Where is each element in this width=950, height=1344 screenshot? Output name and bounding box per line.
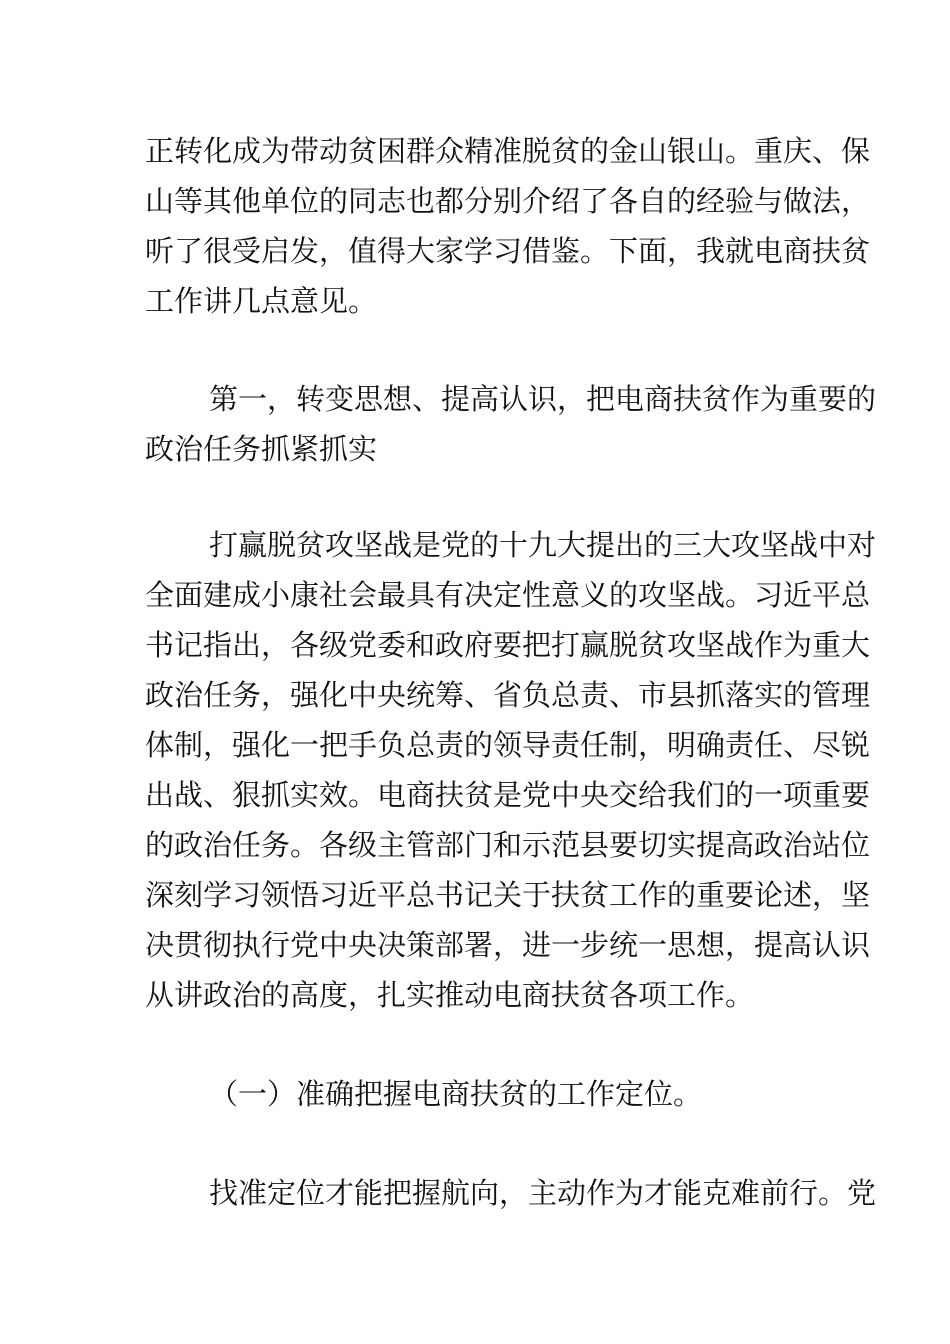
text-line: 听了很受启发，值得大家学习借鉴。下面，我就电商扶贫 <box>145 234 871 268</box>
text-line: 出战、狠抓实效。电商扶贫是党中央交给我们的一项重要 <box>145 778 871 812</box>
subheading-line: （一）准确把握电商扶贫的工作定位。 <box>209 1077 703 1111</box>
body-paragraph <box>145 520 877 1020</box>
sub-heading <box>145 1069 810 1119</box>
text-line: 全面建成小康社会最具有决定性意义的攻坚战。习近平总 <box>145 578 871 612</box>
text-line: 政治任务，强化中央统筹、省负总责、市县抓落实的管理 <box>145 678 871 712</box>
text-line: 的政治任务。各级主管部门和示范县要切实提高政治站位 <box>145 828 871 862</box>
text-line: 山等其他单位的同志也都分别介绍了各自的经验与做法， <box>145 184 871 218</box>
heading-line: 第一，转变思想、提高认识，把电商扶贫作为重要的 <box>209 382 877 416</box>
text-line: 从讲政治的高度，扎实推动电商扶贫各项工作。 <box>145 978 755 1012</box>
body-paragraph <box>145 126 871 326</box>
text-line: 找准定位才能把握航向，主动作为才能克难前行。党 <box>209 1176 877 1210</box>
text-line: 深刻学习领悟习近平总书记关于扶贫工作的重要论述，坚 <box>145 878 871 912</box>
section-heading <box>145 374 877 474</box>
text-line: 体制，强化一把手负总责的领导责任制，明确责任、尽锐 <box>145 728 871 762</box>
text-line: 正转化成为带动贫困群众精准脱贫的金山银山。重庆、保 <box>145 134 871 168</box>
heading-line: 政治任务抓紧抓实 <box>145 432 378 466</box>
text-line: 书记指出，各级党委和政府要把打赢脱贫攻坚战作为重大 <box>145 628 871 662</box>
body-paragraph <box>145 1168 877 1218</box>
text-line: 打赢脱贫攻坚战是党的十九大提出的三大攻坚战中对 <box>209 528 877 562</box>
text-line: 工作讲几点意见。 <box>145 284 378 318</box>
text-line: 决贯彻执行党中央决策部署，进一步统一思想，提高认识 <box>145 928 871 962</box>
